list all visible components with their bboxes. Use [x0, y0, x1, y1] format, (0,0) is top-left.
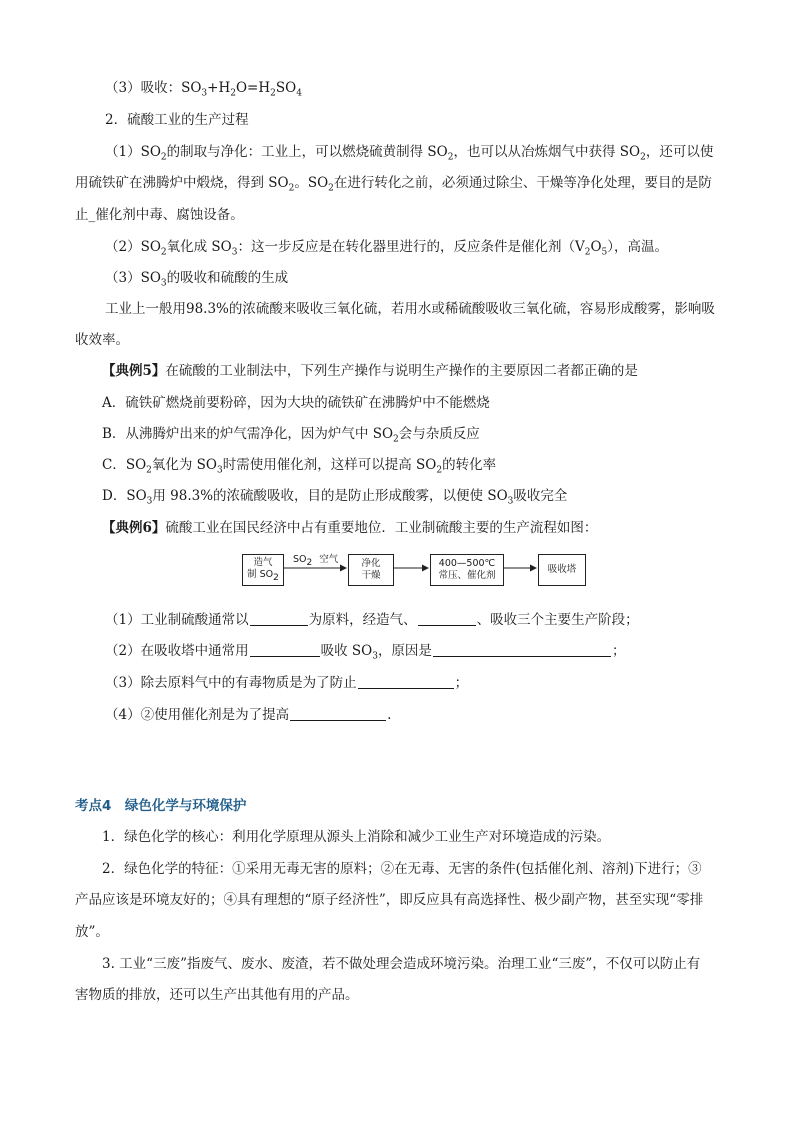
eq-text: SO	[275, 80, 297, 96]
text: 用硫铁矿在沸腾炉中煅烧，得到 SO	[75, 175, 289, 191]
text: O	[590, 239, 602, 255]
sub: 5	[601, 247, 608, 258]
section-4-item-3-line-1: 3. 工业“三废”指废气、废水、废渣，若不做处理会造成环境污染。治理工业“三废”，不仅可以防止有	[102, 956, 701, 972]
answer-blank[interactable]	[250, 642, 320, 657]
option-b	[102, 424, 480, 450]
sub: 2	[160, 152, 167, 163]
paragraph-1-line-3: 止_催化剂中毒、腐蚀设备。	[75, 207, 244, 223]
answer-blank[interactable]	[418, 611, 476, 626]
text: 在进行转化之前，必须通过除尘、干燥等净化处理，要目的是防	[333, 175, 712, 191]
text: ，也可以从冶炼烟气中获得 SO	[453, 144, 641, 160]
eq-sub: 2	[270, 88, 276, 99]
box-text: 净化	[361, 558, 381, 569]
box-text: 造气	[253, 556, 273, 568]
text: ，原因是	[377, 643, 432, 659]
paragraph-4-line-2: 收效率。	[75, 332, 129, 348]
eq-sub: 4	[296, 88, 302, 99]
answer-blank[interactable]	[433, 642, 611, 657]
text: ：这一步反应是在转化器里进行的，反应条件是催化剂（V	[237, 239, 585, 255]
eq-text: （3）吸收：SO	[105, 80, 202, 96]
text: D．SO	[102, 488, 147, 504]
flow-box-purify-dry	[348, 554, 394, 586]
sub: 2	[447, 152, 454, 163]
sub: 2	[306, 557, 313, 568]
sub: 2	[273, 572, 279, 583]
paragraph-1-line-2	[75, 173, 712, 199]
process-flow-diagram	[240, 550, 590, 590]
section-4-item-2-line-2: 产品应该是环境友好的；④具有理想的“原子经济性”，即反应具有高选择性、极少副产物，甚至实现“零排	[75, 892, 704, 908]
question-1	[105, 610, 639, 630]
section-4-item-2-line-1: 2．绿色化学的特征：①采用无毒无害的原料；②在无毒、无害的条件(包括催化剂、溶剂)下进行；③	[102, 861, 702, 877]
sub: 2	[436, 465, 443, 476]
eq-sub: 3	[201, 88, 208, 99]
section-4-item-3-line-2: 害物质的排放，还可以生产出其他有用的产品。	[75, 987, 359, 1003]
flow-box-gas-making	[242, 554, 284, 586]
paragraph-3	[105, 268, 288, 294]
text: C．SO	[102, 457, 147, 473]
text: 时需使用催化剂，这样可以提高 SO	[222, 457, 437, 473]
sub: 3	[507, 496, 514, 507]
text: 吸收 SO	[320, 643, 373, 659]
text: 会与杂质反应	[398, 426, 480, 442]
sub: 3	[372, 651, 378, 662]
text: 的吸收和硫酸的生成	[166, 270, 289, 286]
text: 制 SO	[247, 568, 274, 580]
paragraph-1-line-1	[105, 142, 713, 168]
text: .	[387, 707, 392, 723]
box-text: 吸收塔	[547, 564, 577, 575]
example-tag: 【典例5】	[102, 363, 166, 379]
box-text: 常压、催化剂	[438, 570, 496, 581]
absorption-equation	[105, 78, 302, 104]
text: 氧化成 SO	[166, 239, 232, 255]
text: 硫酸工业在国民经济中占有重要地位．工业制硫酸主要的生产流程如图：	[165, 520, 598, 536]
sub: 3	[160, 278, 167, 289]
text: 在硫酸的工业制法中，下列生产操作与说明生产操作的主要原因二者都正确的是	[165, 363, 638, 379]
section-4-item-2-line-3: 放”。	[75, 924, 109, 940]
section-4-heading: 考点4 绿色化学与环境保护	[75, 798, 247, 814]
option-a: A．硫铁矿燃烧前要粉碎，因为大块的硫铁矿在沸腾炉中不能燃烧	[102, 395, 490, 411]
answer-blank[interactable]	[250, 611, 308, 626]
example-5-stem	[102, 361, 638, 381]
option-c	[102, 455, 496, 481]
flow-box-absorption-tower	[538, 554, 586, 586]
example-tag: 【典例6】	[102, 520, 166, 536]
text: （1）工业制硫酸通常以	[105, 612, 249, 628]
text: ；	[454, 675, 469, 691]
flow-box-conversion	[430, 554, 504, 586]
text: （3）除去原料气中的有毒物质是为了防止	[105, 675, 357, 691]
option-d	[102, 486, 567, 512]
eq-text: +H	[207, 80, 231, 96]
sub: 2	[160, 247, 167, 258]
text: B．从沸腾炉出来的炉气需净化，因为炉气中 SO	[102, 426, 394, 442]
section-4-item-1: 1．绿色化学的核心：利用化学原理从源头上消除和减少工业生产对环境造成的污染。	[102, 829, 611, 845]
text: ；	[611, 643, 626, 659]
text: （1）SO	[105, 144, 161, 160]
box-text: 400—500℃	[438, 558, 496, 569]
sub: 3	[146, 496, 153, 507]
answer-blank[interactable]	[290, 706, 386, 721]
text: ），高温。	[607, 239, 669, 255]
text: 吸收完全	[513, 488, 568, 504]
section-2-title: 2．硫酸工业的生产过程	[105, 112, 249, 128]
text: 的制取与净化：工业上，可以燃烧硫黄制得 SO	[166, 144, 448, 160]
text: 用 98.3%的浓硫酸吸收，目的是防止形成酸雾，以便使 SO	[152, 488, 508, 504]
sub: 2	[328, 183, 334, 194]
text: 氧化为 SO	[151, 457, 217, 473]
box-text	[247, 569, 279, 584]
text: ，还可以使	[645, 144, 714, 160]
sub: 2	[640, 152, 646, 163]
example-6-stem	[102, 518, 597, 538]
eq-sub: 2	[230, 88, 236, 99]
answer-blank[interactable]	[358, 674, 454, 689]
text: 为原料，经造气、	[308, 612, 417, 628]
text: 的转化率	[442, 457, 497, 473]
sub: 2	[584, 247, 591, 258]
sub: 2	[393, 434, 399, 445]
paragraph-2	[105, 237, 668, 263]
eq-text: O=H	[235, 80, 271, 96]
text: 空气	[319, 554, 339, 565]
question-4	[105, 705, 391, 725]
paragraph-4-line-1: 工业上一般用98.3%的浓硫酸来吸收三氧化硫，若用水或稀硫酸吸收三氧化硫，容易形成酸雾，影响吸	[105, 301, 715, 317]
arrow-1-label	[293, 551, 338, 568]
question-3	[105, 673, 468, 693]
text: （3）SO	[105, 270, 161, 286]
text: 、吸收三个主要生产阶段；	[476, 612, 639, 628]
text: （2）在吸收塔中通常用	[105, 643, 249, 659]
text: SO	[293, 554, 307, 565]
sub: 3	[231, 247, 238, 258]
sub: 2	[288, 183, 295, 194]
question-2	[105, 641, 625, 667]
sub: 3	[217, 465, 223, 476]
sub: 2	[146, 465, 152, 476]
text: （2）SO	[105, 239, 161, 255]
text: 。SO	[294, 175, 329, 191]
text: （4）②使用催化剂是为了提高	[105, 707, 290, 723]
box-text: 干燥	[361, 570, 381, 581]
